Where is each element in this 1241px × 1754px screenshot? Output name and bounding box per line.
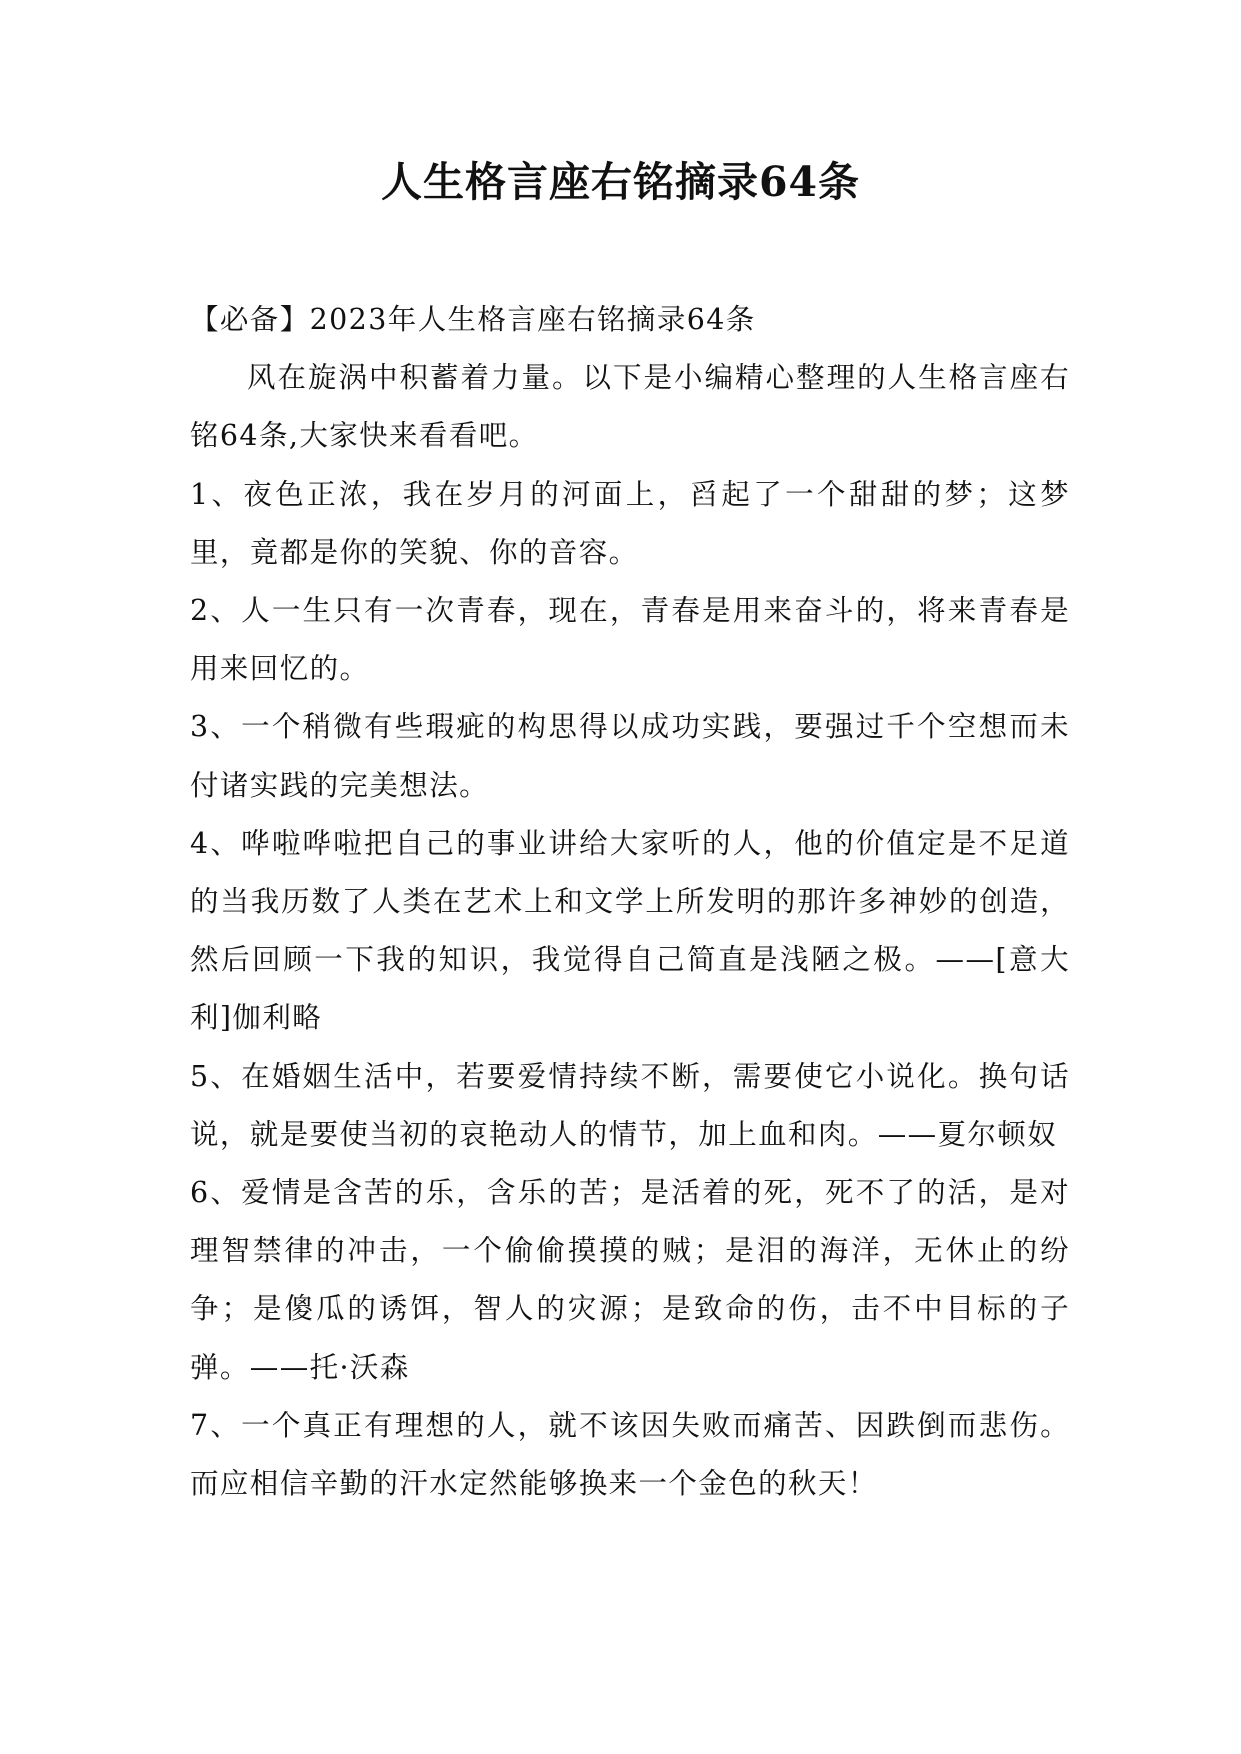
document-body xyxy=(190,291,1070,1513)
quote-item-2: 2、人一生只有一次青春，现在，青春是用来奋斗的，将来青春是用来回忆的。 xyxy=(190,594,1070,686)
subtitle-line: 【必备】2023年人生格言座右铭摘录64条 xyxy=(190,303,756,336)
quote-item-1: 1、夜色正浓，我在岁月的河面上，舀起了一个甜甜的梦；这梦里，竟都是你的笑貌、你的音容。 xyxy=(190,477,1070,569)
quote-item-4: 4、哗啦哗啦把自己的事业讲给大家听的人，他的价值定是不足道的当我历数了人类在艺术上和文学上所发明的那许多神妙的创造，然后回顾一下我的知识，我觉得自己简直是浅陋之极。——[意大利]伽利略 xyxy=(190,826,1070,1035)
quote-item-5: 5、在婚姻生活中，若要爱情持续不断，需要使它小说化。换句话说，就是要使当初的哀艳动人的情节，加上血和肉。——夏尔顿奴 xyxy=(190,1059,1070,1151)
quote-item-7: 7、一个真正有理想的人，就不该因失败而痛苦、因跌倒而悲伤。而应相信辛勤的汗水定然能够换来一个金色的秋天！ xyxy=(190,1408,1070,1501)
quote-item-6: 6、爱情是含苦的乐，含乐的苦；是活着的死，死不了的活，是对理智禁律的冲击，一个偷偷摸摸的贼；是泪的海洋，无休止的纷争；是傻瓜的诱饵，智人的灾源；是致命的伤，击不中目标的子弹。——托·沃森 xyxy=(190,1176,1070,1384)
quote-item-3: 3、一个稍微有些瑕疵的构思得以成功实践，要强过千个空想而未付诸实践的完美想法。 xyxy=(190,710,1070,802)
intro-paragraph: 风在旋涡中积蓄着力量。以下是小编精心整理的人生格言座右铭64条,大家快来看看吧。 xyxy=(190,361,1070,453)
document-title: 人生格言座右铭摘录64条 xyxy=(380,158,861,206)
